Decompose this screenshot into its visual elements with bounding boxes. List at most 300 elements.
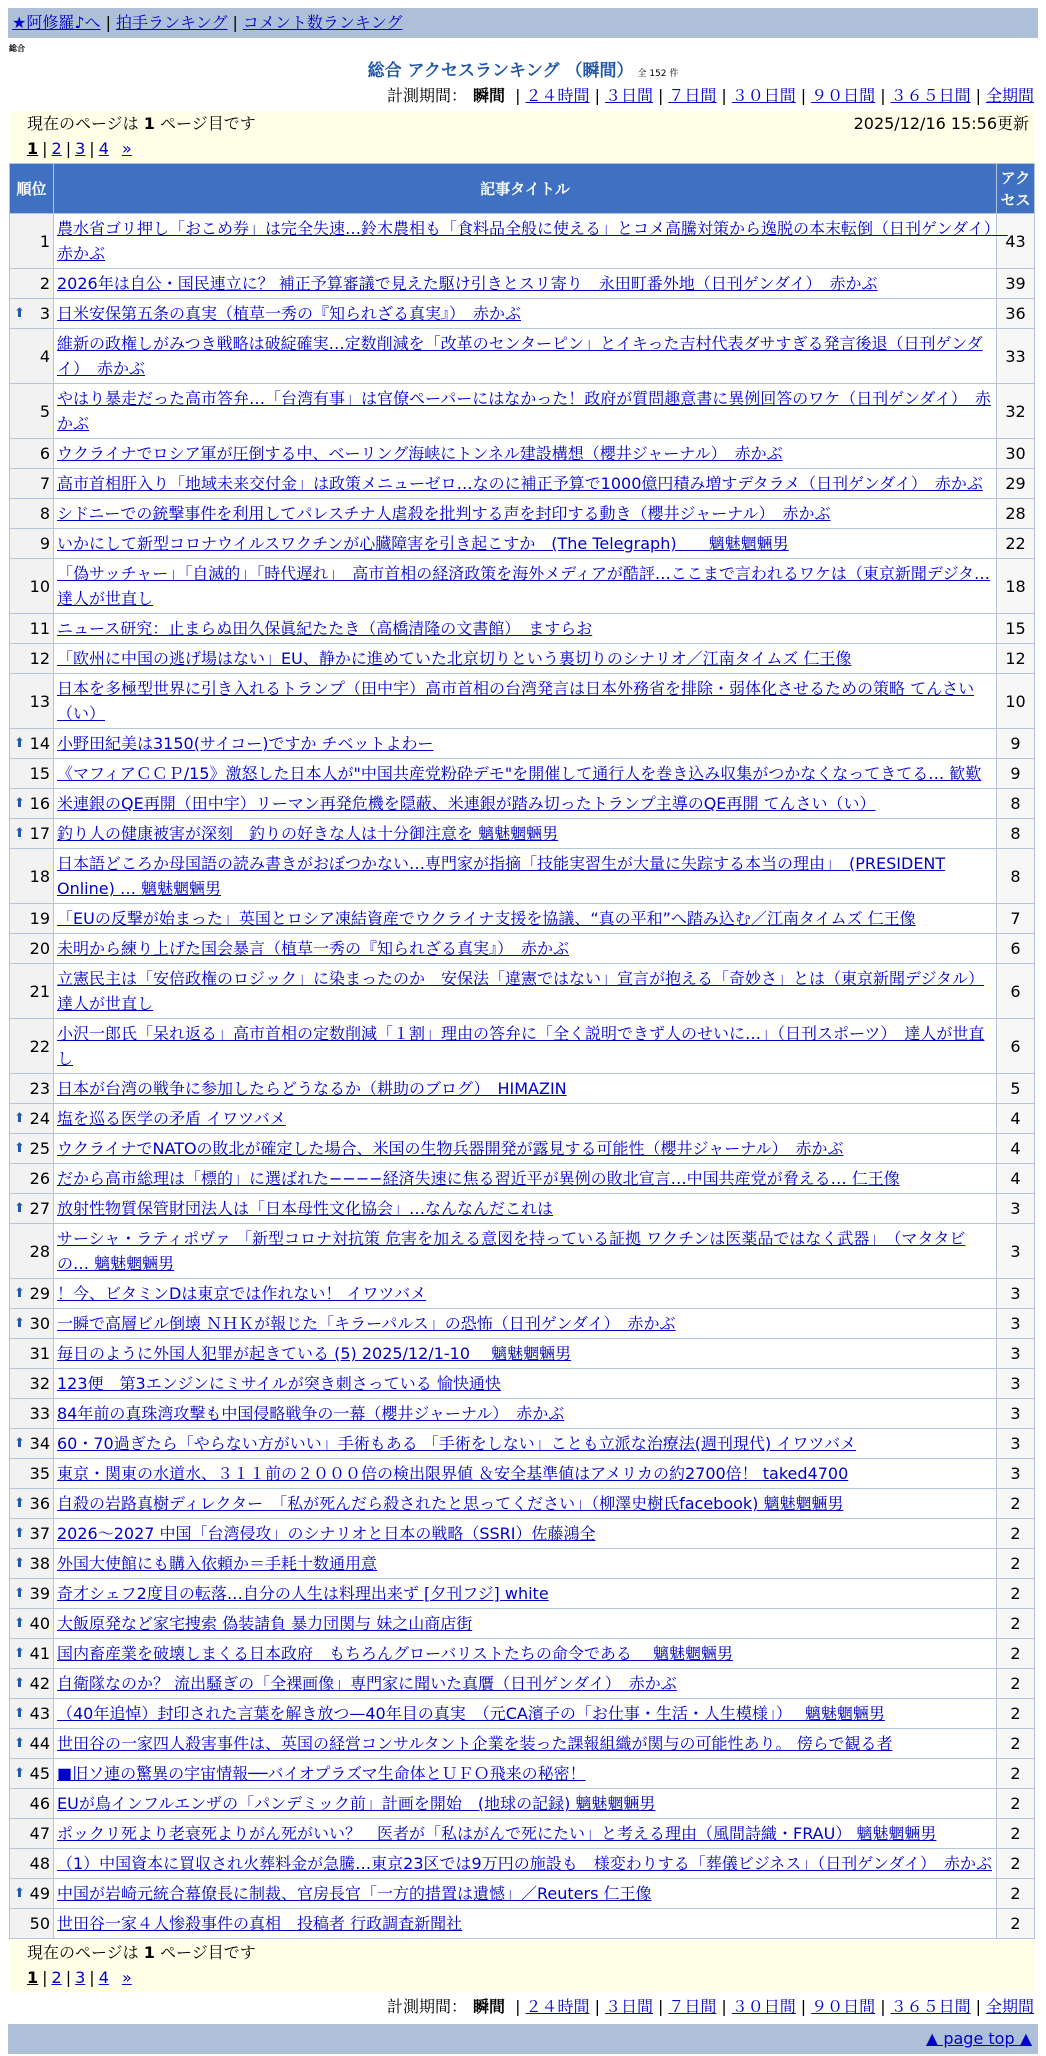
access-count: 8 [997,789,1035,819]
rank-number: 37 [29,1524,50,1543]
page-link-4[interactable]: 4 [98,1968,109,1987]
table-row [10,789,1035,819]
access-count: 6 [997,964,1035,1019]
rank-number: 14 [29,734,50,753]
access-count: 3 [997,1429,1035,1459]
title-cell [54,499,997,529]
page-separator: | [65,1968,72,1987]
header-title: 記事タイトル [54,164,997,214]
table-row [10,1759,1035,1789]
article-link[interactable]: 高市首相肝入り「地域未来交付金」は政策メニューゼロ…なのに補正予算で1000億円積み増すデタラメ（日刊ゲンダイ） 赤かぶ [57,474,983,493]
rank-number: 25 [29,1139,50,1158]
up-arrow-icon: ⬆ [14,1496,25,1511]
page-separator: | [42,139,48,158]
access-count: 8 [997,849,1035,904]
table-header-row [10,164,1035,214]
rank-cell [10,1909,54,1939]
rank-number: 2 [39,274,50,293]
title-cell [54,1519,997,1549]
page-link-2[interactable]: 2 [51,139,62,158]
access-count: 3 [997,1194,1035,1224]
access-count: 6 [997,934,1035,964]
article-link[interactable]: （1）中国資本に買収され火葬料金が急騰…東京23区では9万円の施設も 様変わりする「葬儀ビジネス」（日刊ゲンダイ） 赤かぶ [57,1854,992,1873]
rank-number: 23 [29,1079,50,1098]
access-count: 2 [997,1909,1035,1939]
rank-cell [10,1579,54,1609]
title-cell [54,934,997,964]
access-count: 3 [997,1309,1035,1339]
header-rank: 順位 [10,164,54,214]
rank-cell [10,644,54,674]
title-cell [54,1699,997,1729]
period-link-3[interactable]: ３０日間 [731,1997,796,2016]
article-link[interactable]: 自殺の岩路真樹ディレクター 「私が死んだら殺されたと思ってください」（柳澤史樹氏facebook) 魑魅魍魎男 [57,1494,844,1513]
article-link[interactable]: サーシャ・ラティポヴァ 「新型コロナ対抗策 危害を加える意図を持っている証拠 ワクチンは医薬品ではなく武器」 （マタタビの… 魑魅魍魎男 [57,1229,966,1273]
rank-cell [10,1164,54,1194]
title-cell [54,789,997,819]
rank-cell [10,559,54,614]
rank-cell [10,529,54,559]
access-count: 5 [997,1074,1035,1104]
article-link[interactable]: 塩を巡る医学の矛盾 イワツバメ [57,1109,286,1128]
period-separator: | [721,86,727,105]
period-link-0[interactable]: ２４時間 [525,1997,590,2016]
access-count: 2 [997,1579,1035,1609]
rank-number: 24 [29,1109,50,1128]
table-row [10,1909,1035,1939]
article-link[interactable]: 立憲民主は「安倍政権のロジック」に染まったのか 安保法「違憲ではない」宣言が抱える「奇妙さ」とは（東京新聞デジタル） 達人が世直し [57,969,985,1013]
rank-number: 16 [29,794,50,813]
table-row [10,269,1035,299]
table-row [10,819,1035,849]
rank-number: 32 [29,1374,50,1393]
article-link[interactable]: 農水省ゴリ押し「おこめ券」は完全失速…鈴木農相も「食料品全般に使える」とコメ高騰対策から逸脱の本末転倒（日刊ゲンダイ） 赤かぶ [57,219,1008,263]
rank-cell [10,469,54,499]
access-count: 2 [997,1669,1035,1699]
access-count: 2 [997,1519,1035,1549]
article-link[interactable]: いかにして新型コロナウイルスワクチンが心臓障害を引き起こすか (The Telegraph) 魑魅魍魎男 [57,534,789,553]
page-separator: | [42,1968,48,1987]
article-link[interactable]: 中国が岩崎元統合幕僚長に制裁、官房長官「一方的措置は遺憾」／Reuters 仁王像 [57,1884,652,1903]
rank-number: 43 [29,1704,50,1723]
table-row [10,1669,1035,1699]
period-link-4[interactable]: ９０日間 [811,1997,876,2016]
table-row [10,1194,1035,1224]
article-link[interactable]: 未明から練り上げた国会暴言（植草一秀の『知られざる真実』） 赤かぶ [57,939,570,958]
rank-cell [10,384,54,439]
rank-number: 4 [39,346,50,366]
pager-panel-bottom [9,1940,1035,1992]
rank-number: 7 [39,474,50,493]
table-row [10,1074,1035,1104]
table-row [10,644,1035,674]
nav-link-asyura[interactable]: ★阿修羅♪へ [12,13,101,32]
article-link[interactable]: 小沢一郎氏「呆れ返る」高市首相の定数削減「１割」理由の答弁に「全く説明できず人のせいに…」（日刊スポーツ） 達人が世直し [57,1024,985,1068]
title-cell [54,1134,997,1164]
page-link-4[interactable]: 4 [98,139,109,158]
title-cell [54,439,997,469]
table-row [10,1134,1035,1164]
rank-number: 29 [29,1284,50,1303]
period-selector-bottom [387,1996,1034,2018]
rank-number: 11 [29,619,50,638]
table-row [10,729,1035,759]
title-cell [54,1489,997,1519]
period-link-5[interactable]: ３６５日間 [890,1997,971,2016]
page-current: 1 [27,139,39,158]
period-label: 計測期間： [387,86,468,105]
access-count: 2 [997,1819,1035,1849]
table-row [10,1789,1035,1819]
table-row [10,1489,1035,1519]
article-link[interactable]: 釣り人の健康被害が深刻 釣りの好きな人は十分御注意を 魑魅魍魎男 [57,824,559,843]
page-link-3[interactable]: 3 [75,1968,86,1987]
period-separator: | [800,86,807,105]
rank-cell [10,1519,54,1549]
period-link-1[interactable]: ３日間 [604,86,653,105]
title-cell [54,1399,997,1429]
page-current: 1 [27,1968,39,1987]
article-link[interactable]: 自衛隊なのか？ 流出騒ぎの「全裸画像」専門家に聞いた真贋（日刊ゲンダイ） 赤かぶ [57,1674,677,1693]
title-cell [54,529,997,559]
rank-number: 41 [29,1644,50,1663]
rank-number: 27 [29,1199,50,1218]
period-separator: | [515,1997,521,2016]
article-link[interactable]: 放射性物質保管財団法人は「日本母性文化協会」…なんなんだこれは [57,1199,554,1218]
rank-cell [10,934,54,964]
up-arrow-icon: ⬆ [14,826,25,841]
access-count: 3 [997,1339,1035,1369]
article-link[interactable]: 国内畜産業を破壊しまくる日本政府 もちろんグローバリストたちの命令である 魑魅魍魎男 [57,1644,733,1663]
title-cell [54,674,997,729]
page-next-link[interactable]: » [121,139,132,158]
page-top-link[interactable]: ▲ page top ▲ [925,2029,1032,2048]
rank-number: 38 [29,1554,50,1573]
table-row [10,1339,1035,1369]
page-status-prefix: 現在のページは [27,1943,139,1962]
access-count: 39 [997,269,1035,299]
rank-number: 10 [29,576,50,596]
rank-number: 3 [39,304,50,323]
access-count: 10 [997,674,1035,729]
rank-cell [10,1459,54,1489]
title-cell [54,384,997,439]
article-link[interactable]: 日米安保第五条の真実（植草一秀の『知られざる真実』） 赤かぶ [57,304,522,323]
rank-cell [10,299,54,329]
article-link[interactable]: 奇才シェフ2度目の転落…自分の人生は料理出来ず [夕刊フジ] white [57,1584,549,1603]
page-links-row [27,1966,1029,1992]
table-row [10,1104,1035,1134]
title-cell [54,904,997,934]
table-row [10,439,1035,469]
period-link-1[interactable]: ３日間 [604,1997,653,2016]
rank-cell [10,1879,54,1909]
page-status-row [27,1940,1029,1966]
period-link-2[interactable]: ７日間 [668,86,717,105]
title-cell [54,1579,997,1609]
title-cell [54,1104,997,1134]
table-row [10,1369,1035,1399]
article-link[interactable]: 外国大使館にも購入依頼か＝手耗十数通用意 [57,1554,378,1573]
period-current: 瞬間 [473,86,506,105]
access-count: 7 [997,904,1035,934]
article-link[interactable]: 84年前の真珠湾攻撃も中国侵略戦争の一幕（櫻井ジャーナル） 赤かぶ [57,1404,565,1423]
period-separator: | [657,1997,664,2016]
period-separator: | [594,1997,600,2016]
title-cell [54,1074,997,1104]
up-arrow-icon: ⬆ [14,1736,25,1751]
rank-number: 30 [29,1314,50,1333]
period-link-3[interactable]: ３０日間 [731,86,796,105]
rank-cell [10,904,54,934]
rank-cell [10,329,54,384]
table-row [10,1399,1035,1429]
title-cell [54,849,997,904]
article-link[interactable]: ウクライナでNATOの敗北が確定した場合、米国の生物兵器開発が露見する可能性（櫻井ジャーナル） 赤かぶ [57,1139,844,1158]
table-row [10,1459,1035,1489]
up-arrow-icon: ⬆ [14,1556,25,1571]
access-count: 32 [997,384,1035,439]
period-separator: | [657,86,664,105]
article-link[interactable]: ！今、ビタミンDは東京では作れない！ イワツバメ [57,1284,427,1303]
page-separator: | [89,139,95,158]
rank-number: 47 [29,1824,50,1843]
title-cell [54,1019,997,1074]
title-cell [54,1819,997,1849]
rank-cell [10,1729,54,1759]
rank-cell [10,1074,54,1104]
table-row [10,934,1035,964]
article-link[interactable]: 2026〜2027 中国「台湾侵攻」のシナリオと日本の戦略（SSRI）佐藤鴻全 [57,1524,596,1543]
page-separator: | [89,1968,95,1987]
access-count: 29 [997,469,1035,499]
table-row [10,214,1035,269]
page-next-link[interactable]: » [121,1968,132,1987]
article-link[interactable]: だから高市総理は「標的」に選ばれた−−−−経済失速に焦る習近平が異例の敗北宣言…中国共産党が脅える… 仁王像 [57,1169,900,1188]
article-link[interactable]: 123便 第3エンジンにミサイルが突き刺さっている 愉快通快 [57,1374,501,1393]
table-row [10,1609,1035,1639]
table-row [10,1699,1035,1729]
rank-cell [10,849,54,904]
article-link[interactable]: 「欧州に中国の逃げ場はない」EU、静かに進めていた北京切りという裏切りのシナリオ／江南タイムズ 仁王像 [57,649,852,668]
access-count: 3 [997,1279,1035,1309]
access-count: 9 [997,729,1035,759]
table-row [10,904,1035,934]
rank-number: 40 [29,1614,50,1633]
article-link[interactable]: 「EUの反撃が始まった」英国とロシア凍結資産でウクライナ支援を協議、“真の平和”へ踏み込む／江南タイムズ 仁王像 [57,909,916,928]
rank-number: 17 [29,824,50,843]
nav-link-comment-ranking[interactable]: コメント数ランキング [242,13,403,32]
nav-separator: | [105,13,111,32]
up-arrow-icon: ⬆ [14,1286,25,1301]
period-link-6[interactable]: 全期間 [985,86,1034,105]
rank-number: 5 [39,401,50,421]
rank-number: 33 [29,1404,50,1423]
period-separator: | [880,1997,886,2016]
article-link[interactable]: 日本を多極型世界に引き入れるトランプ（田中宇）高市首相の台湾発言は日本外務省を排除・弱体化させるための策略 てんさい（い） [57,679,975,723]
period-link-4[interactable]: ９０日間 [811,86,876,105]
table-row [10,1279,1035,1309]
access-count: 4 [997,1134,1035,1164]
title-cell [54,469,997,499]
access-count: 28 [997,499,1035,529]
pager-panel-top [9,111,1035,163]
page-link-2[interactable]: 2 [51,1968,62,1987]
rank-number: 12 [29,649,50,668]
title-cell [54,1194,997,1224]
rank-cell [10,819,54,849]
title-cell [54,1309,997,1339]
page-links-row [27,137,1029,163]
access-count: 2 [997,1699,1035,1729]
access-count: 2 [997,1789,1035,1819]
period-current: 瞬間 [473,1997,506,2016]
article-link[interactable]: ウクライナでロシア軍が圧倒する中、ベーリング海峡にトンネル建設構想（櫻井ジャーナル） 赤かぶ [57,444,783,463]
access-count: 33 [997,329,1035,384]
article-link[interactable]: 「偽サッチャー」「自滅的」「時代遅れ」 高市首相の経済政策を海外メディアが酷評…ここまで言われるワケは（東京新聞デジタ… 達人が世直し [57,564,990,608]
rank-number: 19 [29,909,50,928]
rank-cell [10,1759,54,1789]
period-link-0[interactable]: ２４時間 [525,86,590,105]
article-link[interactable]: シドニーでの銃撃事件を利用してパレスチナ人虐殺を批判する声を封印する動き（櫻井ジャーナル） 赤かぶ [57,504,831,523]
up-arrow-icon: ⬆ [14,1766,25,1781]
title-cell [54,1909,997,1939]
article-link[interactable]: 大飯原発など家宅捜索 偽装請負 暴力団関与 妹之山商店街 [57,1614,473,1633]
rank-number: 18 [29,866,50,886]
article-link[interactable]: 米連銀のQE再開（田中宇）リーマン再発危機を隠蔽、米連銀が踏み切ったトランプ主導のQE再開 てんさい（い） [57,794,876,813]
article-link[interactable]: ■旧ソ連の驚異の宇宙情報──バイオプラズマ生命体とＵＦＯ飛来の秘密！ [57,1764,586,1783]
period-link-6[interactable]: 全期間 [985,1997,1034,2016]
up-arrow-icon: ⬆ [14,1141,25,1156]
table-row [10,759,1035,789]
article-link[interactable]: 小野田紀美は3150(サイコー)ですか チベットよわー [57,734,434,753]
rank-number: 22 [29,1036,50,1056]
access-count: 4 [997,1164,1035,1194]
title-cell [54,1639,997,1669]
article-link[interactable]: 日本語どころか母国語の読み書きがおぼつかない…専門家が指摘「技能実習生が大量に失踪する本当の理由」 (PRESIDENT Online) … 魑魅魍魎男 [57,854,946,898]
article-link[interactable]: 世田谷一家４人惨殺事件の真相 投稿者 行政調査新聞社 [57,1914,463,1933]
access-count: 2 [997,1849,1035,1879]
table-row [10,299,1035,329]
rank-cell [10,1669,54,1699]
period-links [510,86,1034,105]
rank-cell [10,964,54,1019]
nav-separator: | [232,13,238,32]
period-separator: | [975,1997,981,2016]
title-cell [54,1879,997,1909]
title-cell [54,1549,997,1579]
table-row [10,614,1035,644]
period-link-2[interactable]: ７日間 [668,1997,717,2016]
table-row [10,499,1035,529]
up-arrow-icon: ⬆ [14,1316,25,1331]
up-arrow-icon: ⬆ [14,1111,25,1126]
article-link[interactable]: 2026年は自公・国民連立に？ 補正予算審議で見えた駆け引きとスリ寄り 永田町番外地（日刊ゲンダイ） 赤かぶ [57,274,878,293]
rank-cell [10,1224,54,1279]
rank-number: 46 [29,1794,50,1813]
rank-cell [10,1639,54,1669]
period-label: 計測期間： [387,1997,468,2016]
up-arrow-icon: ⬆ [14,1886,25,1901]
period-separator: | [880,86,886,105]
article-link[interactable]: 世田谷の一家四人殺害事件は、英国の経営コンサルタント企業を装った課報組織が関与の可能性あり。 傍らで観る者 [57,1734,893,1753]
page-status-number: 1 [143,1943,155,1962]
article-link[interactable]: 毎日のように外国人犯罪が起きている (5) 2025/12/1-10 魑魅魍魎男 [57,1344,572,1363]
rank-number: 1 [39,231,50,251]
article-link[interactable]: 東京・関東の水道水、３１１前の２０００倍の検出限界値 ＆安全基準値はアメリカの約2700倍！ taked4700 [57,1464,849,1483]
page-separator: | [65,139,72,158]
article-link[interactable]: 日本が台湾の戦争に参加したらどうなるか（耕助のブログ） HIMAZIN [57,1079,567,1098]
rank-number: 44 [29,1734,50,1753]
access-count: 18 [997,559,1035,614]
article-link[interactable]: ニュース研究：止まらぬ田久保眞紀たたき（高橋清隆の文書館） ますらお [57,619,593,638]
title-cell [54,214,1008,269]
rank-cell [10,1789,54,1819]
rank-number: 21 [29,981,50,1001]
title-cell [54,299,997,329]
title-cell [54,964,997,1019]
rank-cell [10,439,54,469]
rank-number: 35 [29,1464,50,1483]
period-links [510,1997,1034,2016]
title-cell [54,1224,997,1279]
rank-cell [10,1309,54,1339]
rank-cell [10,499,54,529]
rank-cell [10,674,54,729]
title-cell [54,1164,997,1194]
rank-number: 20 [29,939,50,958]
up-arrow-icon: ⬆ [14,1201,25,1216]
article-link[interactable]: 60・70過ぎたら「やらない方がいい」手術もある 「手術をしない」ことも立派な治療法(週刊現代) イワツバメ [57,1434,857,1453]
article-link[interactable]: やはり暴走だった高市答弁…「台湾有事」は官僚ペーパーにはなかった！政府が質問趣意書に異例回答のワケ（日刊ゲンダイ） 赤かぶ [57,389,991,433]
up-arrow-icon: ⬆ [14,1616,25,1631]
page-status-prefix: 現在のページは [27,114,139,133]
rank-number: 49 [29,1884,50,1903]
access-count: 6 [997,1019,1035,1074]
title-cell [54,1669,997,1699]
table-row [10,559,1035,614]
title-cell [54,1729,997,1759]
page-status-suffix: ページ目です [160,114,256,133]
access-count: 2 [997,1879,1035,1909]
title-cell [54,819,997,849]
access-count: 22 [997,529,1035,559]
article-link[interactable]: ポックリ死より老衰死よりがん死がいい？ 医者が「私はがんで死にたい」と考える理由（風間詩織・FRAU） 魑魅魍魎男 [57,1824,937,1843]
article-link[interactable]: 《マフィアＣＣＰ/15》激怒した日本人が"中国共産党粉砕デモ"を開催して通行人を巻き込み収集がつかなくなってきてる… 歓歎 [57,764,982,783]
access-count: 30 [997,439,1035,469]
period-separator: | [800,1997,807,2016]
rank-cell [10,1339,54,1369]
rank-cell [10,1279,54,1309]
table-row [10,1429,1035,1459]
article-link[interactable]: （40年追悼）封印された言葉を解き放つ—40年目の真実 （元CA濱子の「お仕事・生活・人生模様」） 魑魅魍魎男 [57,1704,885,1723]
article-link[interactable]: EUが鳥インフルエンザの「パンデミック前」計画を開始 (地球の記録) 魑魅魍魎男 [57,1794,656,1813]
title-cell [54,1789,997,1819]
title-cell [54,1279,997,1309]
rank-cell [10,1399,54,1429]
table-row [10,964,1035,1019]
nav-link-clap-ranking[interactable]: 拍手ランキング [115,13,228,32]
article-link[interactable]: 維新の政権しがみつき戦略は破綻確実…定数削減を「改革のセンターピン」とイキった吉村代表ダサすぎる発言後退（日刊ゲンダイ） 赤かぶ [57,334,983,378]
table-row [10,329,1035,384]
period-link-5[interactable]: ３６５日間 [890,86,971,105]
rank-number: 9 [39,534,50,553]
page-link-3[interactable]: 3 [75,139,86,158]
table-row [10,849,1035,904]
period-separator: | [975,86,981,105]
rank-cell [10,1134,54,1164]
article-link[interactable]: 一瞬で高層ビル倒壊 ＮＨＫが報じた「キラーパルス」の恐怖（日刊ゲンダイ） 赤かぶ [57,1314,676,1333]
